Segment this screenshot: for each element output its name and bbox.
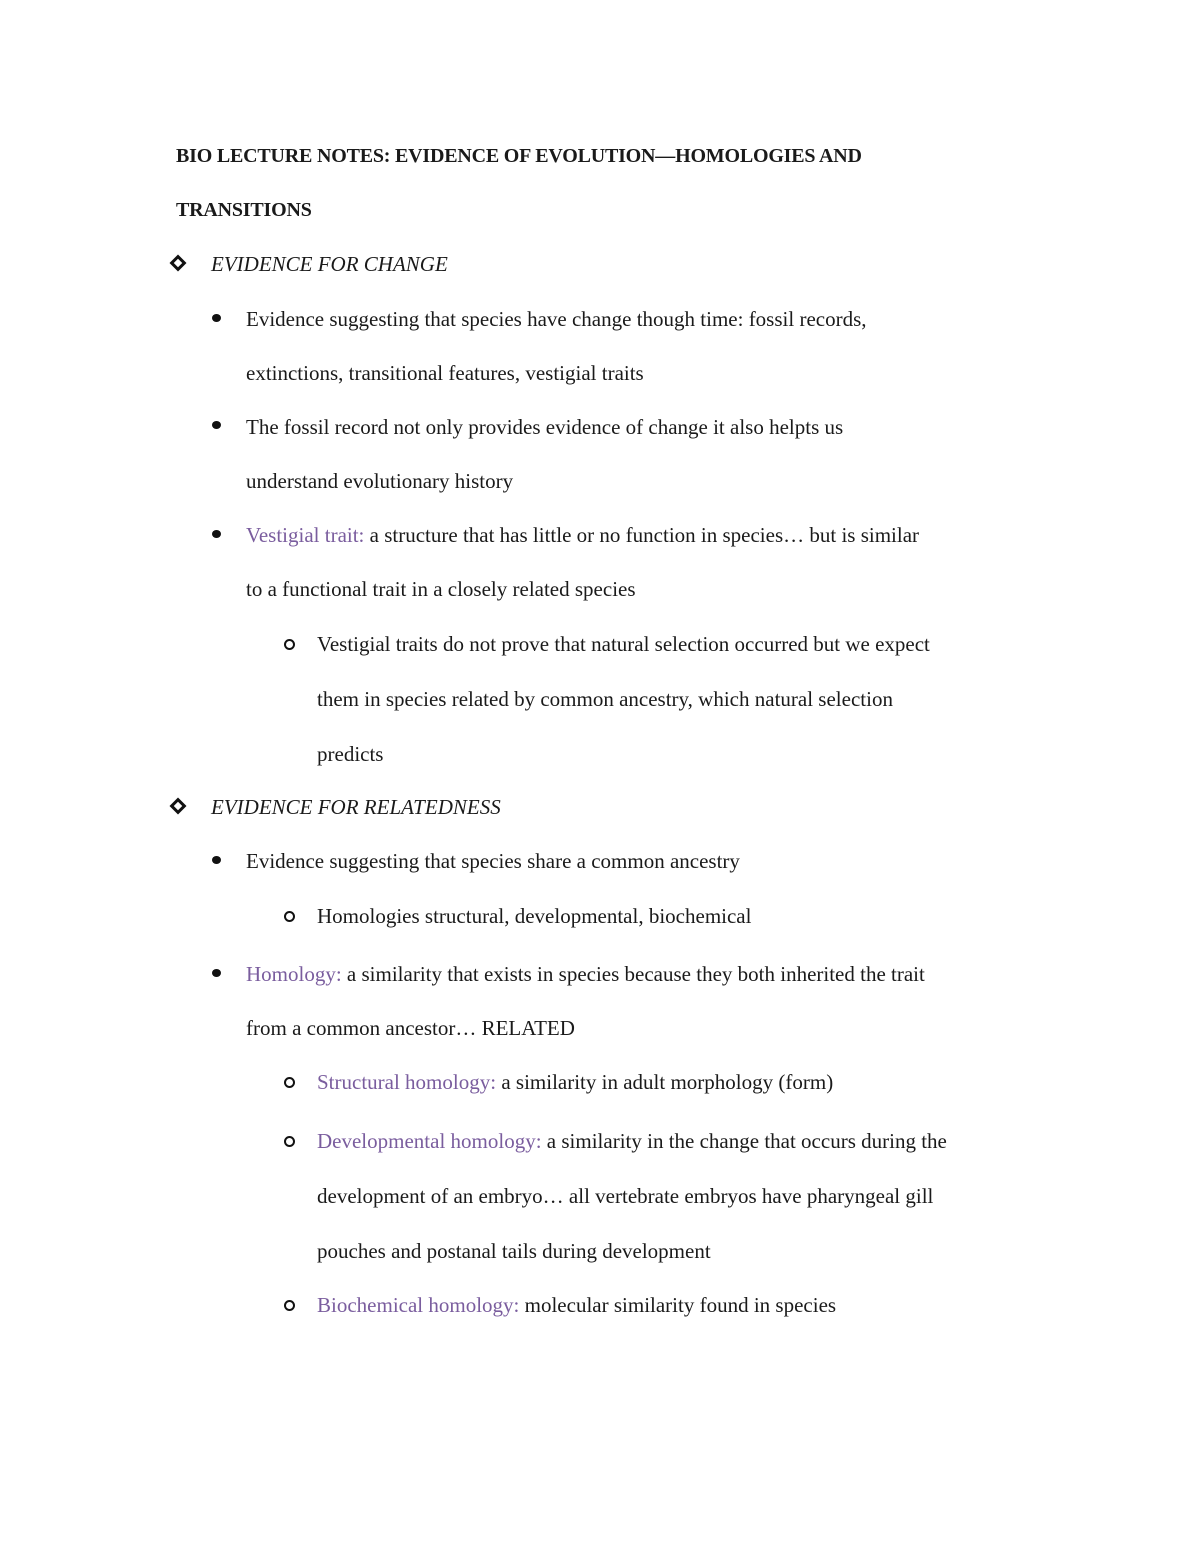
bullet-text: Evidence suggesting that species share a common ancestry [246, 849, 740, 873]
sub-bullet-text: Vestigial traits do not prove that natural selection occurred but we expect [317, 632, 930, 656]
diamond-bullet-icon [170, 255, 187, 272]
bullet-text: understand evolutionary history [246, 469, 514, 493]
bullet-text: to a functional trait in a closely related species [246, 577, 636, 601]
bullet-text: The fossil record not only provides evidence of change it also helpts us [246, 415, 844, 439]
bullet-text: Homology: a similarity that exists in species because they both inherited the trait [246, 962, 925, 986]
document-title-line-2: TRANSITIONS [176, 199, 312, 221]
filled-bullet-icon [212, 856, 221, 864]
sub-bullet-text: Structural homology: a similarity in adult morphology (form) [317, 1070, 834, 1094]
hollow-bullet-icon [284, 1077, 295, 1088]
sub-bullet-text: development of an embryo… all vertebrate embryos have pharyngeal gill [317, 1184, 934, 1208]
bullet-text: from a common ancestor… RELATED [246, 1016, 575, 1040]
sub-bullet-text: Developmental homology: a similarity in the change that occurs during the [317, 1129, 947, 1153]
sub-bullet-text: them in species related by common ancestry, which natural selection [317, 687, 893, 711]
term-developmental-homology: Developmental homology: [317, 1129, 542, 1153]
section-heading-change: EVIDENCE FOR CHANGE [211, 252, 448, 276]
term-homology: Homology: [246, 962, 342, 986]
filled-bullet-icon [212, 530, 221, 538]
document-title-line-1: BIO LECTURE NOTES: EVIDENCE OF EVOLUTION—HOMOLOGIES AND [176, 145, 862, 167]
section-heading-relatedness: EVIDENCE FOR RELATEDNESS [211, 795, 501, 819]
term-biochemical-homology: Biochemical homology: [317, 1293, 520, 1317]
sub-bullet-text: predicts [317, 742, 384, 766]
bullet-text: Evidence suggesting that species have change though time: fossil records, [246, 307, 867, 331]
sub-bullet-text: Biochemical homology: molecular similarity found in species [317, 1293, 837, 1317]
sub-bullet-text: pouches and postanal tails during development [317, 1239, 711, 1263]
sub-bullet-text: Homologies structural, developmental, biochemical [317, 904, 752, 928]
bullet-text: Vestigial trait: a structure that has little or no function in species… but is similar [246, 523, 920, 547]
filled-bullet-icon [212, 314, 221, 322]
hollow-bullet-icon [284, 1300, 295, 1311]
hollow-bullet-icon [284, 911, 295, 922]
filled-bullet-icon [212, 421, 221, 429]
term-structural-homology: Structural homology: [317, 1070, 497, 1094]
term-vestigial-trait: Vestigial trait: [246, 523, 365, 547]
hollow-bullet-icon [284, 639, 295, 650]
diamond-bullet-icon [170, 798, 187, 815]
bullet-text: extinctions, transitional features, vestigial traits [246, 361, 644, 385]
filled-bullet-icon [212, 969, 221, 977]
hollow-bullet-icon [284, 1136, 295, 1147]
